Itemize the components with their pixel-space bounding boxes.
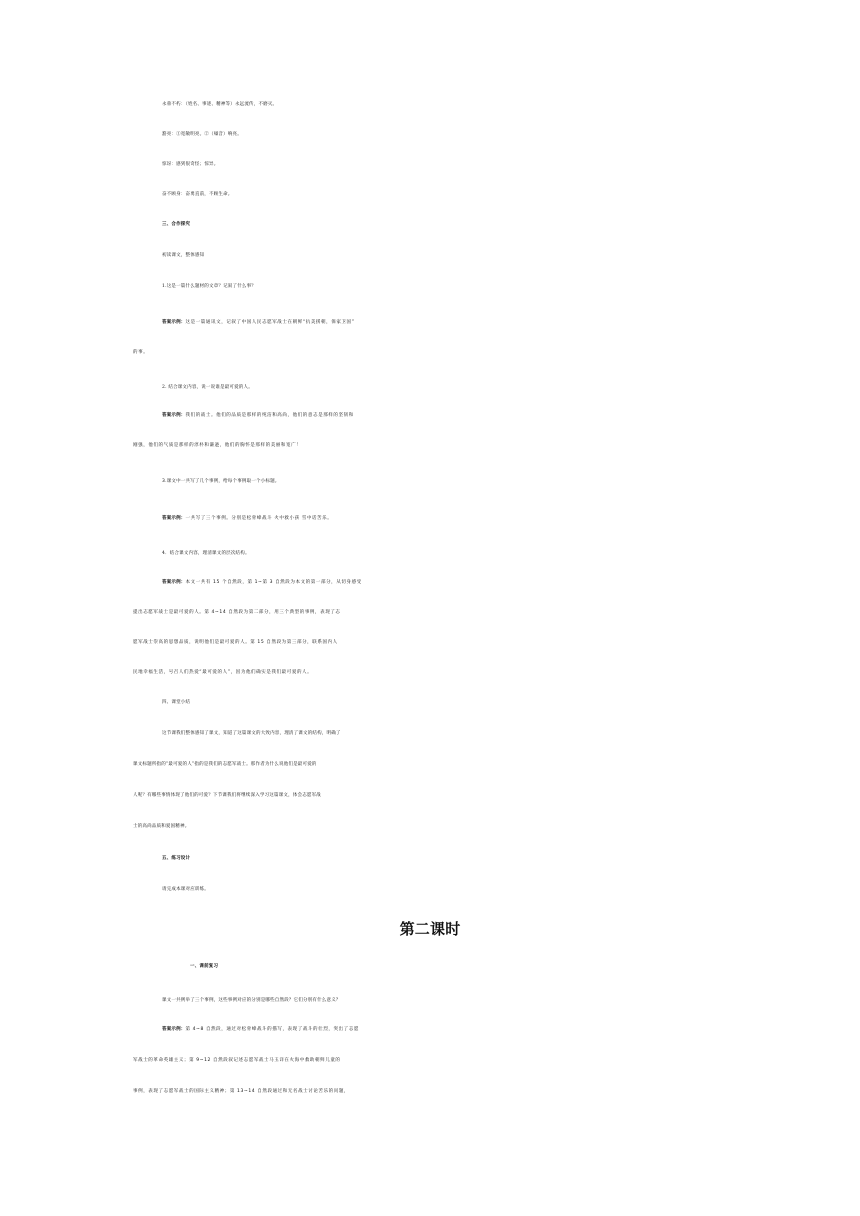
review-question: 课文一共例举了三个事例，这些事例对应的分别是哪些自然段？它们分别有什么意义？ [162, 998, 341, 1003]
answer-4-line-4: 民地幸福生活，号召人们热爱“最可爱的人”，因为他们确实是我们最可爱的人。 [133, 670, 313, 675]
answer-label: 答案示例： [162, 516, 186, 521]
section-heading-5: 五、练习设计 [162, 856, 191, 861]
answer-3-line-1: 答案示例：一共写了三个事例。分别是松骨峰战斗 火中救小孩 雪中话苦乐。 [162, 516, 333, 521]
answer-4-line-3: 愿军战士崇高的思想品质，说明他们是最可爱的人。第 15 自然段为第三部分，联系国内人 [133, 640, 338, 645]
review-answer-line-1: 答案示例：第 4~8 自然段，通过对松骨峰战斗的描写，表现了战斗的壮烈，突出了志愿 [162, 1027, 359, 1032]
vocab-jingya: 惊讶：感到很奇怪；惊异。 [162, 162, 219, 167]
answer-label: 答案示例： [162, 413, 186, 418]
summary-line-3: 人呢？有哪些事情体现了他们的可爱？下节课我们将继续深入学习这篇课文，体会志愿军战 [133, 793, 321, 798]
answer-2-line-1: 答案示例：我们的战士。他们的品质是那样的纯洁和高尚，他们的意志是那样的坚韧和 [162, 413, 354, 418]
lesson-2-title: 第二课时 [399, 920, 461, 938]
question-2: 2. 结合课文内容，说一说谁是最可爱的人。 [162, 385, 253, 390]
answer-label: 答案示例： [162, 1027, 186, 1032]
practice-instruction: 请完成本课对应训练。 [162, 887, 209, 892]
vocab-yongchuibuxiu: 永垂不朽：（姓名、事迹、精神等）永远流传，不磨灭。 [162, 102, 278, 107]
summary-line-2: 课文标题所指的“最可爱的人”指的是我们的志愿军战士。那作者为什么说他们是最可爱的 [133, 762, 317, 767]
answer-2-line-2: 刚强，他们的气质是那样的淳朴和谦逊，他们的胸怀是那样的美丽和宽广！ [133, 443, 302, 448]
vocab-huoliang: 豁亮：①宽敞明亮。②（嗓音）响亮。 [162, 132, 242, 137]
summary-line-1: 这节课我们整体感知了课文，知道了这篇课文的大致内容，理清了课文的结构，明确了 [162, 731, 341, 736]
vocab-fenbugushen: 奋不顾身：奋勇直前，不顾生命。 [162, 192, 233, 197]
answer-4-line-1: 答案示例：本文一共有 15 个自然段，第 1~第 3 自然段为本文的第一部分，从切身感受 [162, 580, 362, 585]
answer-label: 答案示例： [162, 580, 186, 585]
review-answer-line-2: 军战士的革命英雄主义；第 9~12 自然段叙记述志愿军战士马玉详在火海中救助朝鲜儿童的 [133, 1058, 341, 1063]
answer-4-line-2: 提出志愿军战士是最可爱的人。第 4~14 自然段为第二部分，用三个典型的事例，表现了志 [133, 610, 341, 615]
question-1: 1.这是一篇什么题材的文章？记叙了什么事？ [162, 284, 256, 289]
subheading-first-reading: 初读课文，整体感知 [162, 253, 205, 258]
review-answer-line-3: 事例，表现了志愿军战士的国际主义精神；第 13~14 自然段通过和无名战士讨论苦乐的问题， [133, 1089, 350, 1094]
answer-1-line-1: 答案示例：这是一篇通讯文，记叙了中国人民志愿军战士在朝鲜“抗美援朝，保家卫国” [162, 320, 355, 325]
summary-line-4: 士的高尚品质和爱国精神。 [133, 824, 190, 829]
section-heading-3: 三、合作探究 [162, 222, 191, 227]
answer-1-line-2: 的事。 [133, 350, 149, 355]
section-heading-4: 四、课堂小结 [162, 700, 191, 705]
answer-label: 答案示例： [162, 320, 186, 325]
question-3: 3.课文中一共写了几个事例，给每个事例取一个小标题。 [162, 479, 280, 484]
question-4: 4．结合课文内容，理清课文的层次结构。 [162, 551, 250, 556]
review-heading: 一、课前复习 [190, 964, 219, 969]
